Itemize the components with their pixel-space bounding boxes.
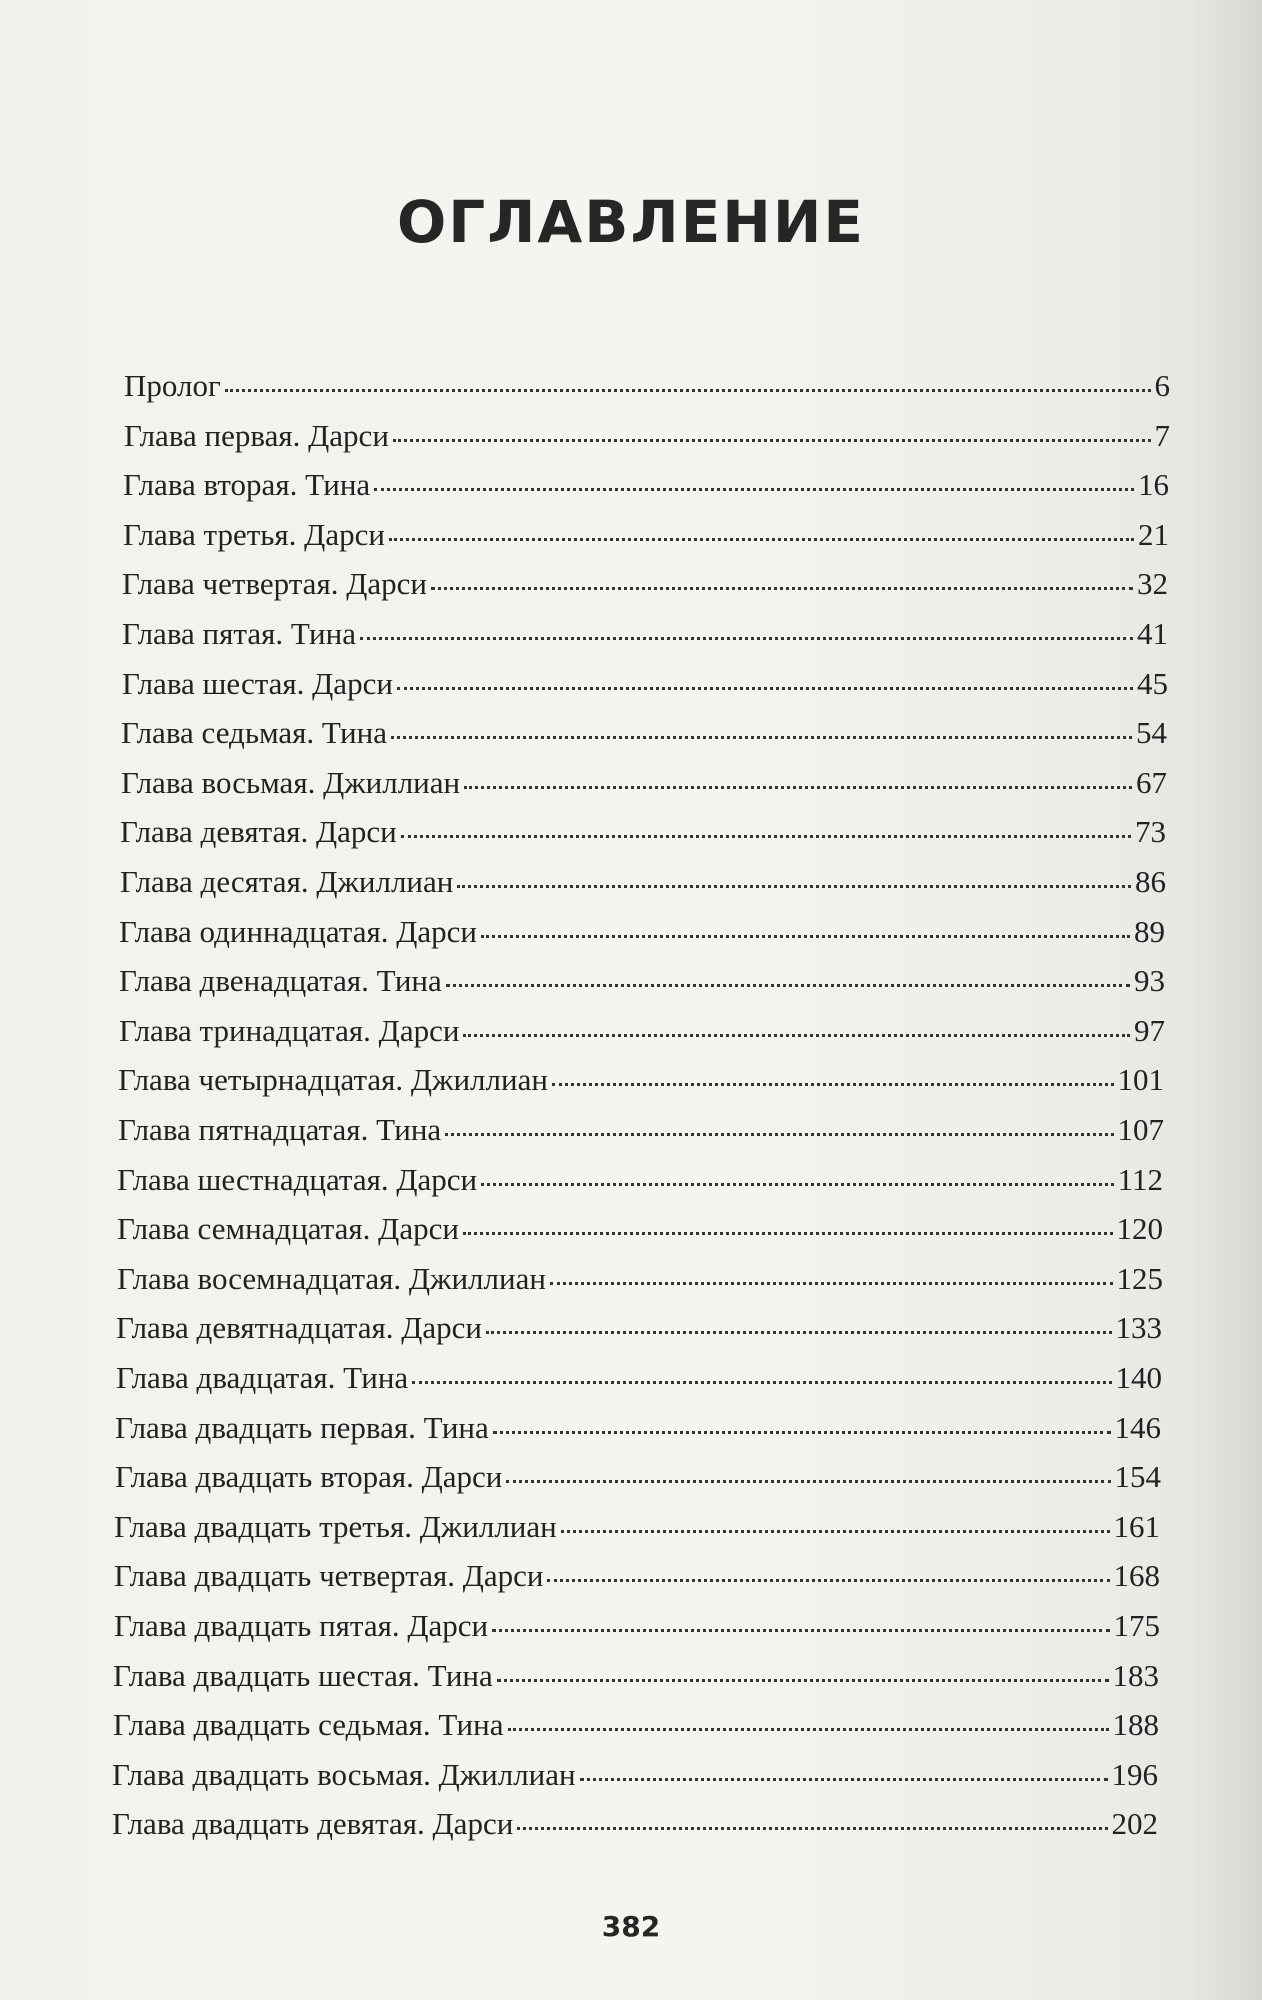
toc-dot-leader: [401, 834, 1131, 838]
toc-dot-leader: [580, 1777, 1108, 1781]
toc-entry-page: 183: [1112, 1658, 1159, 1693]
toc-entry: [121, 765, 1167, 809]
toc-dot-leader: [374, 487, 1134, 491]
toc-entry-title: Глава тринадцатая. Дарси: [119, 1013, 460, 1048]
toc-entry-page: 125: [1116, 1261, 1163, 1296]
toc-entry-title: Глава двенадцатая. Тина: [119, 963, 442, 998]
toc-entry: [117, 1261, 1163, 1305]
page-number: 382: [601, 1910, 661, 1943]
toc-dot-leader: [457, 884, 1131, 888]
toc-entry-page: 32: [1137, 566, 1168, 601]
toc-dot-leader: [464, 785, 1132, 789]
toc-dot-leader: [492, 1628, 1109, 1632]
toc-entry-title: Глава двадцать четвертая. Дарси: [114, 1558, 544, 1593]
toc-entry: [113, 1658, 1159, 1702]
toc-entry: [114, 1509, 1160, 1553]
toc-entry: [114, 1558, 1160, 1602]
toc-entry: [124, 368, 1170, 412]
toc-entry: [117, 1162, 1163, 1206]
toc-entry-page: 89: [1134, 914, 1165, 949]
toc-entry-title: Глава восьмая. Джиллиан: [121, 765, 461, 800]
toc-entry: [116, 1360, 1162, 1404]
page-shadow: [1192, 0, 1262, 2000]
toc-entry-page: 101: [1117, 1062, 1164, 1097]
toc-dot-leader: [481, 934, 1130, 938]
toc-entry-title: Глава шестая. Дарси: [122, 666, 393, 701]
toc-entry: [118, 1112, 1164, 1156]
toc-dot-leader: [360, 636, 1133, 640]
toc-entry-title: Глава девятая. Дарси: [120, 814, 397, 849]
toc-entry-page: 6: [1154, 368, 1170, 403]
toc-entry-page: 202: [1111, 1806, 1158, 1841]
toc-entry-page: 54: [1136, 715, 1167, 750]
toc-dot-leader: [547, 1578, 1109, 1582]
toc-entry: [113, 1707, 1159, 1751]
toc-entry-title: Глава восемнадцатая. Джиллиан: [117, 1261, 546, 1296]
toc-entry: [116, 1310, 1162, 1354]
toc-entry-page: 120: [1116, 1211, 1163, 1246]
toc-entry: [120, 814, 1166, 858]
toc-entry-page: 93: [1134, 963, 1165, 998]
toc-entry-title: Глава двадцать шестая. Тина: [113, 1658, 493, 1693]
toc-entry: [119, 914, 1165, 958]
toc-entry: [114, 1608, 1160, 1652]
toc-entry-page: 41: [1137, 616, 1168, 651]
toc-entry-title: Глава двадцать пятая. Дарси: [114, 1608, 489, 1643]
toc-entry-title: Глава двадцать восьмая. Джиллиан: [112, 1757, 576, 1792]
toc-entry-title: Глава первая. Дарси: [124, 418, 389, 453]
toc-entry-title: Глава двадцать третья. Джиллиан: [114, 1509, 557, 1544]
toc-entry: [117, 1211, 1163, 1255]
toc-entry-page: 161: [1113, 1509, 1160, 1544]
toc-entry-page: 107: [1117, 1112, 1164, 1147]
toc-entry: [112, 1757, 1158, 1801]
toc-entry-title: Глава двадцатая. Тина: [116, 1360, 409, 1395]
toc-entry-title: Глава третья. Дарси: [123, 517, 385, 552]
toc-entry-page: 146: [1114, 1410, 1161, 1445]
toc-dot-leader: [508, 1727, 1109, 1731]
toc-dot-leader: [486, 1330, 1112, 1334]
toc-entry-title: Глава двадцать первая. Тина: [115, 1410, 489, 1445]
toc-entry: [124, 418, 1170, 462]
toc-entry-title: Глава пятнадцатая. Тина: [118, 1112, 442, 1147]
toc-entry-title: Глава семнадцатая. Дарси: [117, 1211, 459, 1246]
toc-entry: [123, 517, 1169, 561]
toc-entry-page: 168: [1113, 1558, 1160, 1593]
toc-dot-leader: [389, 537, 1134, 541]
toc-dot-leader: [497, 1678, 1109, 1682]
toc-entry-page: 7: [1154, 418, 1170, 453]
toc-dot-leader: [493, 1430, 1111, 1434]
toc-entry-title: Глава двадцать седьмая. Тина: [113, 1707, 504, 1742]
toc-entry: [121, 715, 1167, 759]
toc-dot-leader: [431, 586, 1133, 590]
toc-entry-title: Пролог: [124, 368, 221, 403]
toc-entry-title: Глава одиннадцатая. Дарси: [119, 914, 477, 949]
toc-dot-leader: [412, 1380, 1111, 1384]
toc-entry-page: 45: [1137, 666, 1168, 701]
toc-entry-page: 97: [1134, 1013, 1165, 1048]
toc-entry: [122, 616, 1168, 660]
toc-entry: [123, 467, 1169, 511]
toc-entry-page: 67: [1136, 765, 1167, 800]
toc-entry: [122, 566, 1168, 610]
toc-entry-page: 112: [1117, 1162, 1163, 1197]
toc-dot-leader: [391, 735, 1132, 739]
toc-dot-leader: [463, 1231, 1113, 1235]
toc-entry-page: 86: [1135, 864, 1166, 899]
toc-entry: [122, 666, 1168, 710]
toc-dot-leader: [393, 438, 1151, 442]
toc-dot-leader: [446, 983, 1130, 987]
toc-entry-page: 140: [1115, 1360, 1162, 1395]
toc-entry-title: Глава седьмая. Тина: [121, 715, 387, 750]
toc-entry-page: 175: [1113, 1608, 1160, 1643]
toc-entry-page: 73: [1135, 814, 1166, 849]
toc-entry-title: Глава четвертая. Дарси: [122, 566, 427, 601]
toc-entry-title: Глава двадцать девятая. Дарси: [112, 1806, 514, 1841]
toc-entry: [120, 864, 1166, 908]
toc-entry-title: Глава вторая. Тина: [123, 467, 371, 502]
toc-entry: [115, 1410, 1161, 1454]
toc-entry-title: Глава девятнадцатая. Дарси: [116, 1310, 482, 1345]
toc-dot-leader: [481, 1182, 1114, 1186]
toc-dot-leader: [550, 1281, 1113, 1285]
toc-entry: [119, 963, 1165, 1007]
toc-entry-page: 21: [1138, 517, 1169, 552]
toc-entry-title: Глава шестнадцатая. Дарси: [117, 1162, 478, 1197]
page-title: ОГЛАВЛЕНИЕ: [396, 188, 866, 256]
toc-dot-leader: [552, 1082, 1114, 1086]
toc-dot-leader: [397, 686, 1133, 690]
toc-entry-page: 188: [1112, 1707, 1159, 1742]
toc-dot-leader: [561, 1529, 1110, 1533]
toc-dot-leader: [225, 388, 1151, 392]
toc-entry: [115, 1459, 1161, 1503]
toc-entry: [119, 1013, 1165, 1057]
toc-entry-page: 154: [1114, 1459, 1161, 1494]
toc-entry-title: Глава двадцать вторая. Дарси: [115, 1459, 503, 1494]
toc-dot-leader: [445, 1132, 1113, 1136]
toc-entry-title: Глава пятая. Тина: [122, 616, 356, 651]
toc-dot-leader: [517, 1826, 1107, 1830]
toc-entry-page: 133: [1115, 1310, 1162, 1345]
toc-entry-title: Глава десятая. Джиллиан: [120, 864, 454, 899]
toc-entry-page: 196: [1111, 1757, 1158, 1792]
toc-entry-page: 16: [1138, 467, 1169, 502]
toc-entry: [112, 1806, 1158, 1850]
toc-entry: [118, 1062, 1164, 1106]
toc-dot-leader: [506, 1479, 1110, 1483]
toc-dot-leader: [463, 1033, 1130, 1037]
toc-entry-title: Глава четырнадцатая. Джиллиан: [118, 1062, 548, 1097]
